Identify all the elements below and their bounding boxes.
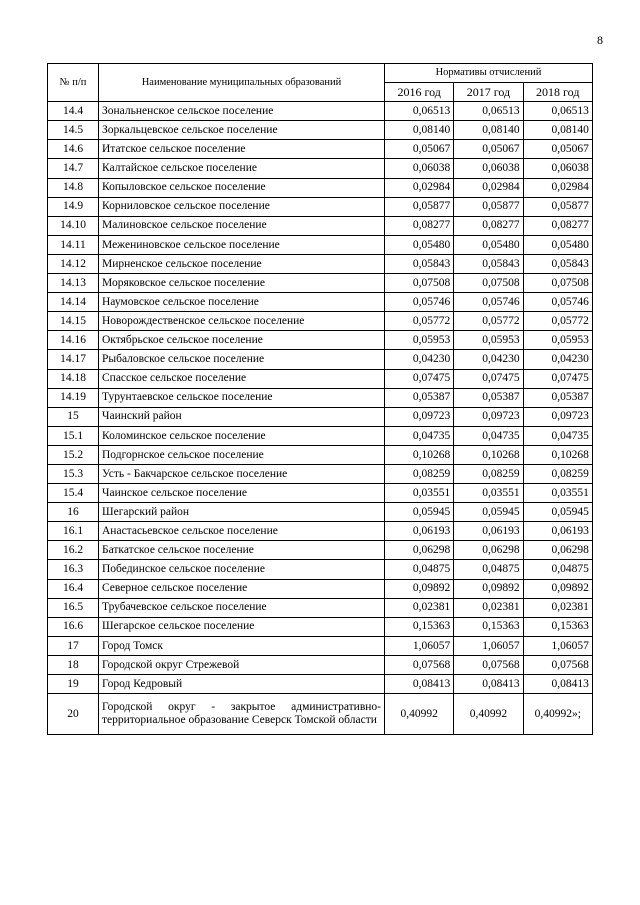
municipality-name: Зональненское сельское поселение (99, 102, 385, 121)
table-row (48, 197, 593, 216)
norm-2016: 0,06193 (385, 522, 454, 541)
norm-2018: 0,08277 (523, 216, 592, 235)
norm-2018: 0,06193 (523, 522, 592, 541)
municipality-name: Корниловское сельское поселение (99, 197, 385, 216)
row-number: 16 (48, 503, 99, 522)
norm-2017: 0,07508 (454, 274, 523, 293)
norm-2016: 0,05877 (385, 197, 454, 216)
header-year-2016: 2016 год (385, 83, 454, 102)
norm-2016: 0,05480 (385, 235, 454, 254)
norm-2017: 0,05877 (454, 197, 523, 216)
table-row (48, 503, 593, 522)
norm-2018: 0,05746 (523, 293, 592, 312)
norm-2017: 0,04735 (454, 426, 523, 445)
norm-2017: 0,04230 (454, 350, 523, 369)
row-number: 16.3 (48, 560, 99, 579)
municipality-name: Мирненское сельское поселение (99, 254, 385, 273)
norm-2017: 0,08413 (454, 675, 523, 694)
norms-table (47, 63, 593, 735)
municipality-name: Северное сельское поселение (99, 579, 385, 598)
header-num: № п/п (48, 64, 99, 102)
norm-2016: 0,07475 (385, 369, 454, 388)
norm-2017: 1,06057 (454, 636, 523, 655)
table-row (48, 140, 593, 159)
norm-2017: 0,03551 (454, 484, 523, 503)
norm-2017: 0,05067 (454, 140, 523, 159)
norm-2018: 0,05067 (523, 140, 592, 159)
norm-2018: 0,06513 (523, 102, 592, 121)
norm-2018: 0,08140 (523, 121, 592, 140)
norm-2016: 0,02381 (385, 598, 454, 617)
norm-2016: 0,03551 (385, 484, 454, 503)
norm-2016: 0,05945 (385, 503, 454, 522)
norm-2018: 0,40992»; (523, 694, 592, 735)
row-number: 16.5 (48, 598, 99, 617)
row-number: 16.2 (48, 541, 99, 560)
norm-2017: 0,06193 (454, 522, 523, 541)
row-number: 14.6 (48, 140, 99, 159)
row-number: 15.2 (48, 445, 99, 464)
norm-2018: 0,05480 (523, 235, 592, 254)
municipality-name: Городской округ Стрежевой (99, 655, 385, 674)
norm-2016: 0,06513 (385, 102, 454, 121)
norm-2018: 0,04230 (523, 350, 592, 369)
norm-2018: 0,05772 (523, 312, 592, 331)
norm-2017: 0,02984 (454, 178, 523, 197)
municipality-name: Турунтаевское сельское поселение (99, 388, 385, 407)
municipality-name: Усть - Бакчарское сельское поселение (99, 464, 385, 483)
norm-2017: 0,08140 (454, 121, 523, 140)
header-row (48, 64, 593, 83)
norm-2017: 0,06038 (454, 159, 523, 178)
municipality-name: Итатское сельское поселение (99, 140, 385, 159)
municipality-name: Копыловское сельское поселение (99, 178, 385, 197)
norm-2018: 0,05877 (523, 197, 592, 216)
norm-2016: 0,08140 (385, 121, 454, 140)
table-row (48, 216, 593, 235)
table-row (48, 121, 593, 140)
norm-2016: 0,15363 (385, 617, 454, 636)
norm-2017: 0,05945 (454, 503, 523, 522)
table-row (48, 694, 593, 735)
table-row (48, 464, 593, 483)
norm-2018: 0,05945 (523, 503, 592, 522)
norm-2018: 1,06057 (523, 636, 592, 655)
norm-2018: 0,08413 (523, 675, 592, 694)
norm-2018: 0,03551 (523, 484, 592, 503)
row-number: 14.12 (48, 254, 99, 273)
norm-2017: 0,08277 (454, 216, 523, 235)
row-number: 14.18 (48, 369, 99, 388)
norm-2016: 0,08277 (385, 216, 454, 235)
norm-2016: 0,06038 (385, 159, 454, 178)
table-row (48, 617, 593, 636)
norm-2017: 0,06298 (454, 541, 523, 560)
row-number: 14.14 (48, 293, 99, 312)
table-row (48, 560, 593, 579)
row-number: 14.17 (48, 350, 99, 369)
norm-2016: 0,06298 (385, 541, 454, 560)
table-row (48, 426, 593, 445)
municipality-name: Межениновское сельское поселение (99, 235, 385, 254)
norm-2017: 0,04875 (454, 560, 523, 579)
table-row (48, 407, 593, 426)
table-row (48, 541, 593, 560)
municipality-name: Моряковское сельское поселение (99, 274, 385, 293)
norm-2016: 0,05387 (385, 388, 454, 407)
table-row (48, 598, 593, 617)
page-number: 8 (597, 33, 603, 47)
norm-2018: 0,06038 (523, 159, 592, 178)
table-row (48, 159, 593, 178)
norm-2016: 0,05772 (385, 312, 454, 331)
norm-2018: 0,05843 (523, 254, 592, 273)
municipality-name: Побединское сельское поселение (99, 560, 385, 579)
row-number: 16.6 (48, 617, 99, 636)
norm-2016: 0,04875 (385, 560, 454, 579)
norm-2018: 0,05387 (523, 388, 592, 407)
row-number: 15.4 (48, 484, 99, 503)
row-number: 14.19 (48, 388, 99, 407)
norm-2016: 0,10268 (385, 445, 454, 464)
norm-2016: 0,04230 (385, 350, 454, 369)
norm-2016: 0,08413 (385, 675, 454, 694)
municipality-name: Подгорнское сельское поселение (99, 445, 385, 464)
norm-2017: 0,05387 (454, 388, 523, 407)
row-number: 14.11 (48, 235, 99, 254)
header-norms: Нормативы отчислений (385, 64, 593, 83)
table-row (48, 350, 593, 369)
municipality-name: Коломинское сельское поселение (99, 426, 385, 445)
norm-2017: 0,05843 (454, 254, 523, 273)
norm-2017: 0,05953 (454, 331, 523, 350)
table-row (48, 293, 593, 312)
municipality-name: Зоркальцевское сельское поселение (99, 121, 385, 140)
municipality-name: Баткатское сельское поселение (99, 541, 385, 560)
norm-2018: 0,15363 (523, 617, 592, 636)
norm-2018: 0,04875 (523, 560, 592, 579)
norm-2016: 0,09892 (385, 579, 454, 598)
row-number: 15.1 (48, 426, 99, 445)
table-row (48, 636, 593, 655)
norm-2016: 0,05067 (385, 140, 454, 159)
row-number: 14.8 (48, 178, 99, 197)
municipality-name: Наумовское сельское поселение (99, 293, 385, 312)
table-row (48, 484, 593, 503)
norm-2018: 0,09892 (523, 579, 592, 598)
norm-2018: 0,07475 (523, 369, 592, 388)
municipality-name: Новорождественское сельское поселение (99, 312, 385, 331)
norm-2017: 0,02381 (454, 598, 523, 617)
municipality-name: Рыбаловское сельское поселение (99, 350, 385, 369)
table-row (48, 274, 593, 293)
norm-2018: 0,04735 (523, 426, 592, 445)
municipality-name: Шегарское сельское поселение (99, 617, 385, 636)
table-row (48, 655, 593, 674)
norm-2017: 0,40992 (454, 694, 523, 735)
table-row (48, 579, 593, 598)
norm-2016: 0,40992 (385, 694, 454, 735)
table-row (48, 235, 593, 254)
row-number: 15.3 (48, 464, 99, 483)
row-number: 14.5 (48, 121, 99, 140)
norm-2018: 0,10268 (523, 445, 592, 464)
municipality-name: Город Томск (99, 636, 385, 655)
row-number: 14.13 (48, 274, 99, 293)
row-number: 14.9 (48, 197, 99, 216)
norm-2018: 0,02381 (523, 598, 592, 617)
norm-2017: 0,09892 (454, 579, 523, 598)
norm-2018: 0,06298 (523, 541, 592, 560)
municipality-name: Городской округ - закрытое административно-территориальное образование Северск Томской области (99, 694, 385, 735)
municipality-name: Анастасьевское сельское поселение (99, 522, 385, 541)
row-number: 17 (48, 636, 99, 655)
norm-2017: 0,07475 (454, 369, 523, 388)
row-number: 14.4 (48, 102, 99, 121)
table-row (48, 369, 593, 388)
norm-2016: 0,09723 (385, 407, 454, 426)
municipality-name: Трубачевское сельское поселение (99, 598, 385, 617)
row-number: 15 (48, 407, 99, 426)
table-row (48, 522, 593, 541)
norm-2016: 0,04735 (385, 426, 454, 445)
row-number: 14.10 (48, 216, 99, 235)
norm-2017: 0,06513 (454, 102, 523, 121)
norm-2018: 0,02984 (523, 178, 592, 197)
row-number: 20 (48, 694, 99, 735)
norm-2016: 0,05843 (385, 254, 454, 273)
table-row (48, 675, 593, 694)
norm-2016: 0,02984 (385, 178, 454, 197)
row-number: 18 (48, 655, 99, 674)
table-row (48, 102, 593, 121)
norm-2018: 0,07508 (523, 274, 592, 293)
table-row (48, 312, 593, 331)
norm-2017: 0,05746 (454, 293, 523, 312)
norm-2016: 0,07508 (385, 274, 454, 293)
norm-2017: 0,05480 (454, 235, 523, 254)
municipality-name: Чаинский район (99, 407, 385, 426)
norm-2017: 0,05772 (454, 312, 523, 331)
municipality-name: Калтайское сельское поселение (99, 159, 385, 178)
table-row (48, 178, 593, 197)
norm-2016: 1,06057 (385, 636, 454, 655)
row-number: 16.1 (48, 522, 99, 541)
municipality-name: Спасское сельское поселение (99, 369, 385, 388)
table-row (48, 388, 593, 407)
norm-2017: 0,15363 (454, 617, 523, 636)
norm-2018: 0,07568 (523, 655, 592, 674)
row-number: 14.7 (48, 159, 99, 178)
municipality-name: Малиновское сельское поселение (99, 216, 385, 235)
norm-2017: 0,09723 (454, 407, 523, 426)
municipality-name: Город Кедровый (99, 675, 385, 694)
table-row (48, 445, 593, 464)
row-number: 19 (48, 675, 99, 694)
table-row (48, 331, 593, 350)
header-year-2017: 2017 год (454, 83, 523, 102)
norm-2018: 0,08259 (523, 464, 592, 483)
municipality-name: Чаинское сельское поселение (99, 484, 385, 503)
header-name: Наименование муниципальных образований (99, 64, 385, 102)
norm-2016: 0,05953 (385, 331, 454, 350)
norm-2016: 0,08259 (385, 464, 454, 483)
municipality-name: Октябрьское сельское поселение (99, 331, 385, 350)
norm-2017: 0,08259 (454, 464, 523, 483)
table-row (48, 254, 593, 273)
row-number: 14.16 (48, 331, 99, 350)
row-number: 14.15 (48, 312, 99, 331)
norm-2018: 0,09723 (523, 407, 592, 426)
norm-2017: 0,10268 (454, 445, 523, 464)
norm-2017: 0,07568 (454, 655, 523, 674)
municipality-name: Шегарский район (99, 503, 385, 522)
norm-2016: 0,07568 (385, 655, 454, 674)
row-number: 16.4 (48, 579, 99, 598)
norm-2016: 0,05746 (385, 293, 454, 312)
header-year-2018: 2018 год (523, 83, 592, 102)
norm-2018: 0,05953 (523, 331, 592, 350)
